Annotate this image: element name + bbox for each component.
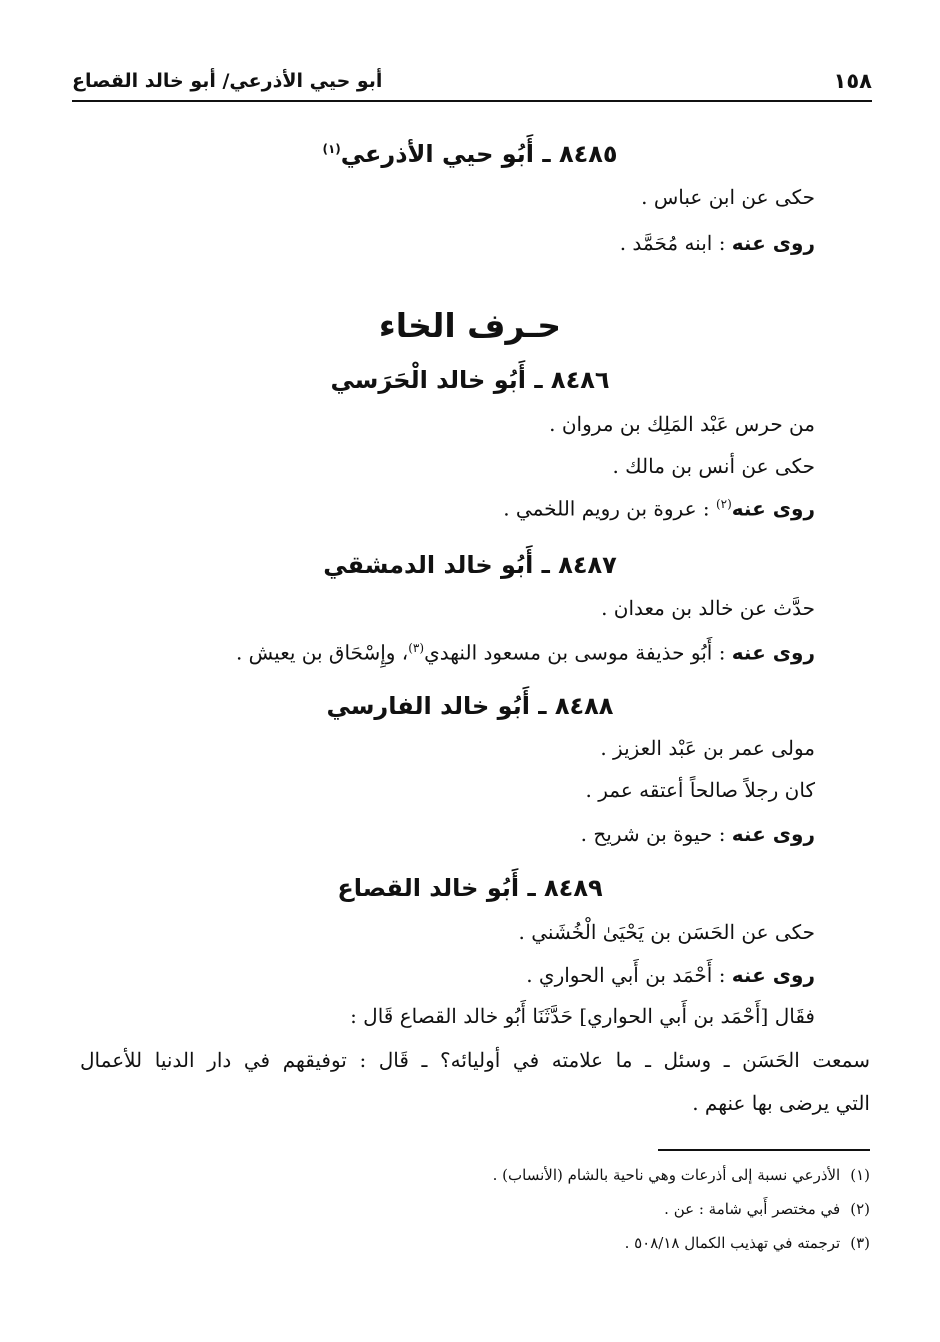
entry-line: حكى عن أنس بن مالك . xyxy=(612,454,815,478)
footnote-ref: (٣) xyxy=(408,641,425,655)
entry-title-8487: ٨٤٨٧ ـ أَبُو خالد الدمشقي xyxy=(323,551,617,579)
footnote: (١)الأذرعي نسبة إلى أذرعات وهي ناحية بالشام (الأنساب) . xyxy=(492,1166,870,1184)
entry-title-8489: ٨٤٨٩ ـ أَبُو خالد القصاع xyxy=(337,874,603,902)
entry-line: كان رجلاً صالحاً أعتقه عمر . xyxy=(585,778,815,802)
entry-title-8488: ٨٤٨٨ ـ أَبُو خالد الفارسي xyxy=(326,692,614,720)
footnote-ref: (٢) xyxy=(715,497,732,511)
narrators-label: روى عنه xyxy=(731,640,815,665)
entry-line: مولى عمر بن عَبْد العزيز . xyxy=(600,736,815,760)
entry-line: روى عنه : ابنه مُحَمَّد . xyxy=(619,231,815,255)
footnote: (٣)ترجمته في تهذيب الكمال ٥٠٨/١٨ . xyxy=(624,1234,870,1252)
entry-line: روى عنه : أَحْمَد بن أَبي الحواري . xyxy=(526,963,815,987)
entry-line: حكى عن ابن عباس . xyxy=(641,185,815,209)
footnote-number: (١) xyxy=(850,1166,870,1184)
running-title: أبو حيي الأذرعي/ أبو خالد القصاع xyxy=(72,70,383,92)
narrators-label: روى عنه xyxy=(731,963,815,987)
entry-title-8486: ٨٤٨٦ ـ أَبُو خالد الْحَرَسي xyxy=(330,366,610,394)
narrators-label: روى عنه xyxy=(731,231,815,255)
narrators-label: روى عنه xyxy=(731,822,815,846)
entry-line: روى عنه$^{(٢)}$ : عروة بن رويم اللخمي . xyxy=(503,496,815,521)
entry-title-8485: ٨٤٨٥ ـ أَبُو حيي الأذرعي$^{(١)}$ xyxy=(322,140,618,168)
footnote-number: (٣) xyxy=(850,1234,870,1252)
entry-line: روى عنه : حيوة بن شريح . xyxy=(580,822,815,846)
footnote: (٢)في مختصر أَبي شامة : عن . xyxy=(664,1200,870,1218)
narrators-label: روى عنه xyxy=(731,496,815,521)
entry-line: حدَّث عن خالد بن معدان . xyxy=(601,596,815,620)
entry-line: التي يرضى بها عنهم . xyxy=(692,1091,870,1115)
entry-line: من حرس عَبْد المَلِك بن مروان . xyxy=(549,412,815,436)
footnote-number: (٢) xyxy=(850,1200,870,1218)
footnote-separator xyxy=(658,1149,870,1151)
entry-line: فقَال [أَحْمَد بن أَبي الحواري] حَدَّثَنَا أَبُو خالد القصاع قَال : xyxy=(350,1004,815,1028)
page-number: ١٥٨ xyxy=(833,69,872,93)
entry-line: روى عنه : أَبُو حذيفة موسى بن مسعود النهدي$^{(٣)}$، وإِسْحَاق بن يعيش . xyxy=(235,640,815,665)
footnote-ref: (١) xyxy=(322,142,341,156)
page-header xyxy=(72,62,872,102)
section-heading: حـرف الخاء xyxy=(378,306,562,345)
entry-line: سمعت الحَسَن ـ وسئل ـ ما علامته في أوليائه؟ ـ قَال : توفيقهم في دار الدنيا للأعمال xyxy=(80,1048,870,1072)
entry-line: حكى عن الحَسَن بن يَحْيَىٰ الْخُشَني . xyxy=(518,920,815,944)
